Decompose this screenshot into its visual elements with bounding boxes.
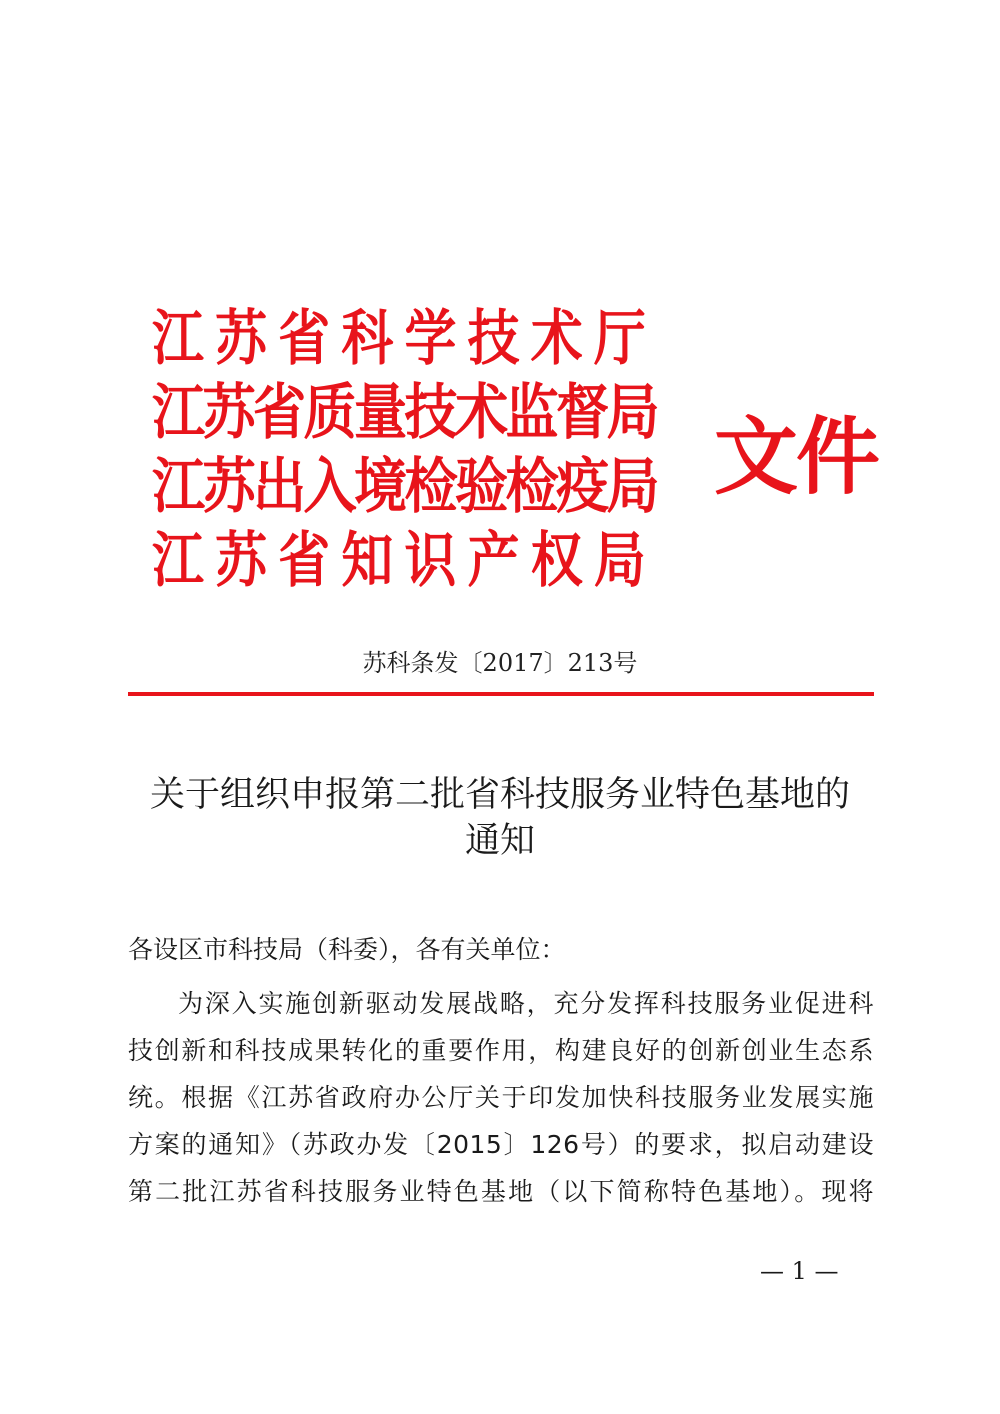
issuer-line: 江苏出入境检验检疫局 [152, 452, 657, 522]
document-header [152, 302, 879, 602]
document-number: 苏科条发〔2017〕213号 [362, 649, 638, 677]
body-line: 统。根据《江苏省政府办公厅关于印发加快科技服务业发展实施 [128, 1083, 874, 1112]
body-line: 为深入实施创新驱动发展战略，充分发挥科技服务业促进科 [178, 989, 874, 1018]
page-number: — 1 — [760, 1257, 839, 1285]
red-divider-line [128, 692, 874, 696]
title-line: 通知 [464, 821, 535, 861]
issuer-line: 江苏省科学技术厅 [152, 304, 657, 374]
issuer-line: 江苏省知识产权局 [152, 526, 657, 596]
body-line: 技创新和科技成果转化的重要作用，构建良好的创新创业生态系 [128, 1036, 874, 1065]
document-label: 文件 [714, 408, 879, 506]
body-paragraph [128, 980, 874, 1215]
issuing-authorities [152, 302, 672, 598]
body-line: 第二批江苏省科技服务业特色基地（以下简称特色基地）。现将 [128, 1177, 874, 1206]
document-title [110, 772, 890, 864]
salutation: 各设区市科技局（科委），各有关单位： [128, 935, 566, 964]
title-line: 关于组织申报第二批省科技服务业特色基地的 [149, 775, 850, 815]
body-line: 方案的通知》（苏政办发〔2015〕126号）的要求，拟启动建设 [128, 1130, 874, 1159]
issuer-line: 江苏省质量技术监督局 [152, 378, 657, 448]
